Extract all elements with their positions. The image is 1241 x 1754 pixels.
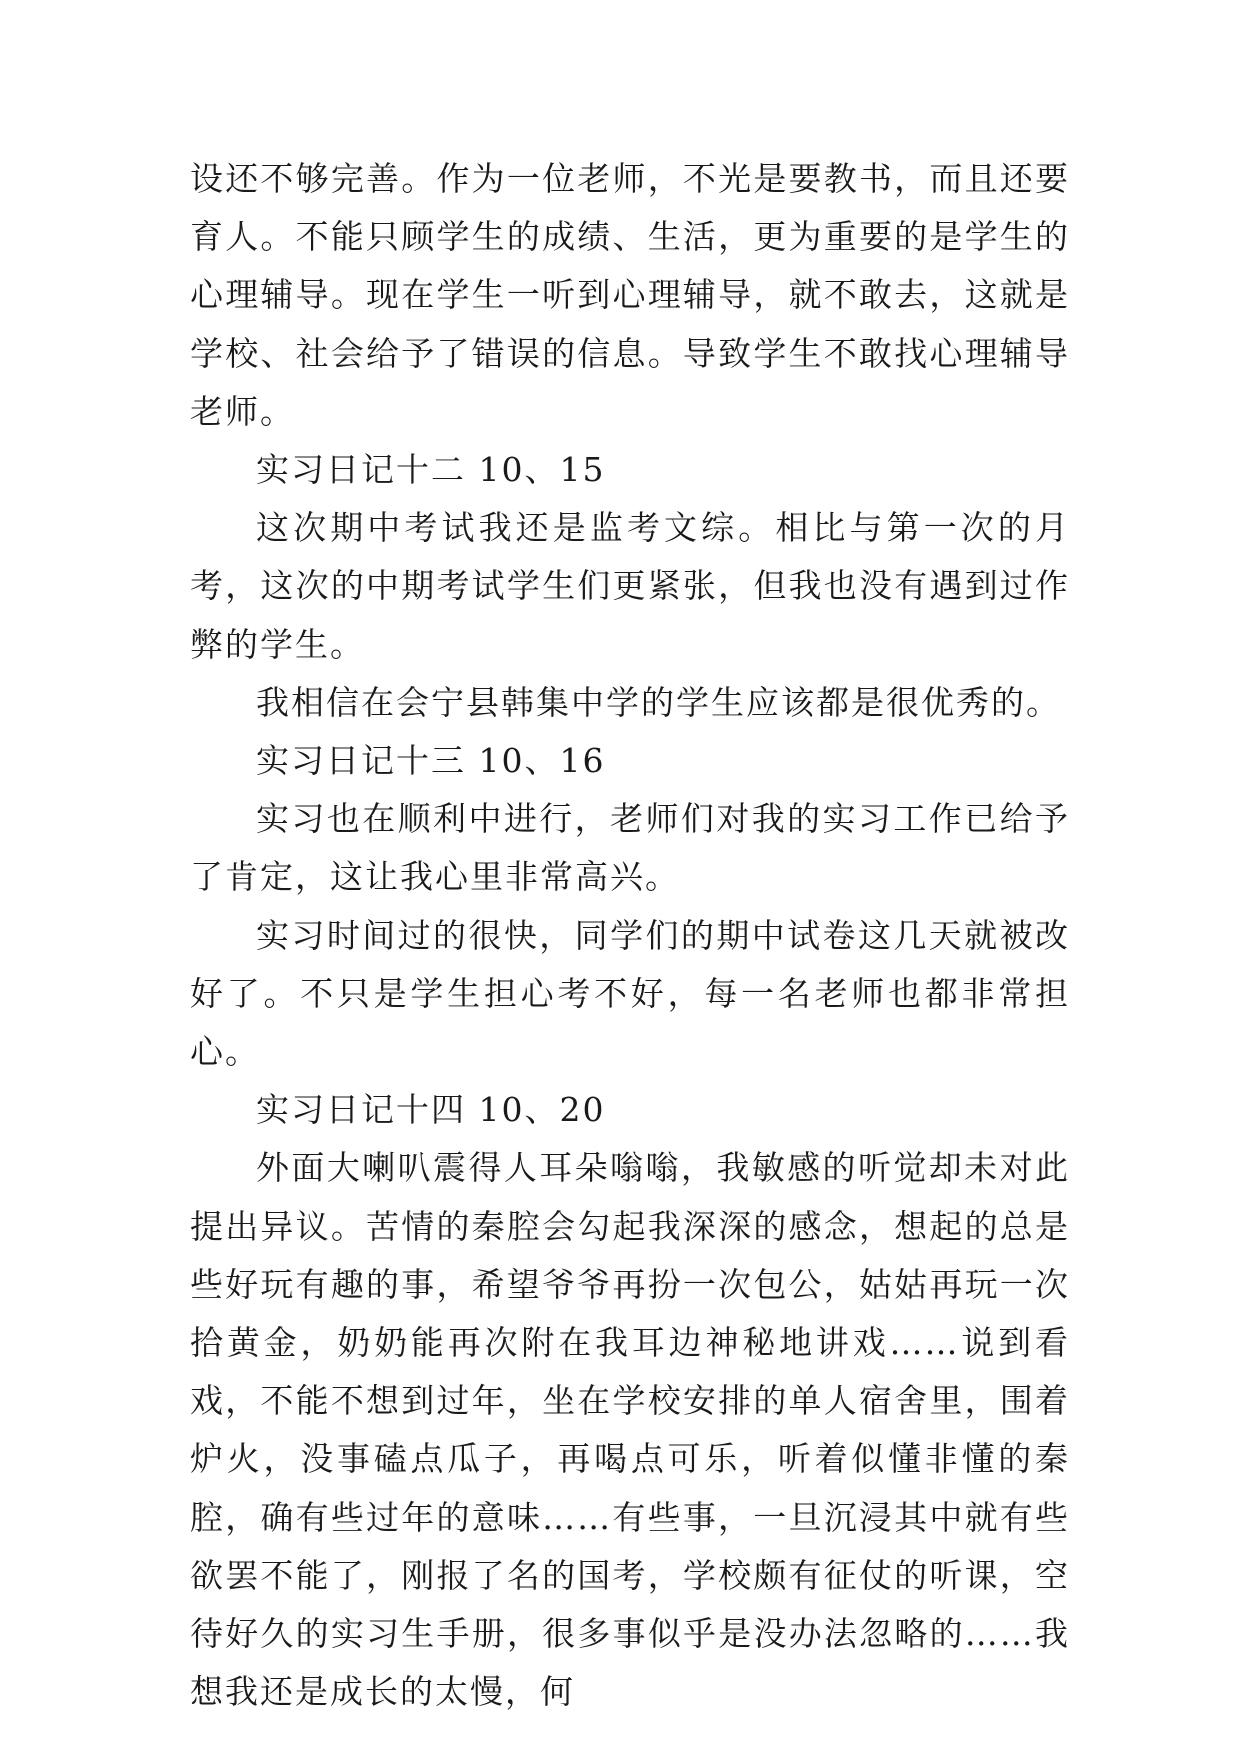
paragraph-students-excellent: 我相信在会宁县韩集中学的学生应该都是很优秀的。 (256, 682, 1061, 722)
paragraph-qinqiang-opera: 外面大喇叭震得人耳朵嗡嗡，我敏感的听觉却未对此提出异议。苦情的秦腔会勾起我深深的感念，想起的总是些好玩有趣的事，希望爷爷再扮一次包公，姑姑再玩一次拾黄金，奶奶能再次附在我耳边神秘地讲戏……说到看戏，不能不想到过年，坐在学校安排的单人宿舍里，围着炉火，没事磕点瓜子，再喝点可乐，听着似懂非懂的秦腔，确有些过年的意味……有些事，一旦沉浸其中就有些欲罢不能了，刚报了名的国考，学校颇有征仗的听课，空待好久的实习生手册，很多事似乎是没办法忽略的……我想我还是成长的太慢，何 (190, 1148, 1070, 1712)
diary-heading-12: 实习日记十二 10、15 (256, 450, 606, 490)
diary-heading-13: 实习日记十三 10、16 (256, 741, 606, 781)
paragraph-internship-progress: 实习也在顺利中进行，老师们对我的实习工作已给予了肯定，这让我心里非常高兴。 (190, 799, 1070, 897)
paragraph-continued: 设还不够完善。作为一位老师，不光是要教书，而且还要育人。不能只顾学生的成绩、生活，更为重要的是学生的心理辅导。现在学生一听到心理辅导，就不敢去，这就是学校、社会给予了错误的信息。导致学生不敢找心理辅导老师。 (190, 159, 1070, 431)
paragraph-midterm-exam: 这次期中考试我还是监考文综。相比与第一次的月考，这次的中期考试学生们更紧张，但我也没有遇到过作弊的学生。 (190, 508, 1070, 664)
document-body (190, 150, 1070, 1721)
paragraph-time-flies: 实习时间过的很快，同学们的期中试卷这几天就被改好了。不只是学生担心考不好，每一名老师也都非常担心。 (190, 915, 1070, 1072)
diary-heading-14: 实习日记十四 10、20 (256, 1090, 606, 1130)
